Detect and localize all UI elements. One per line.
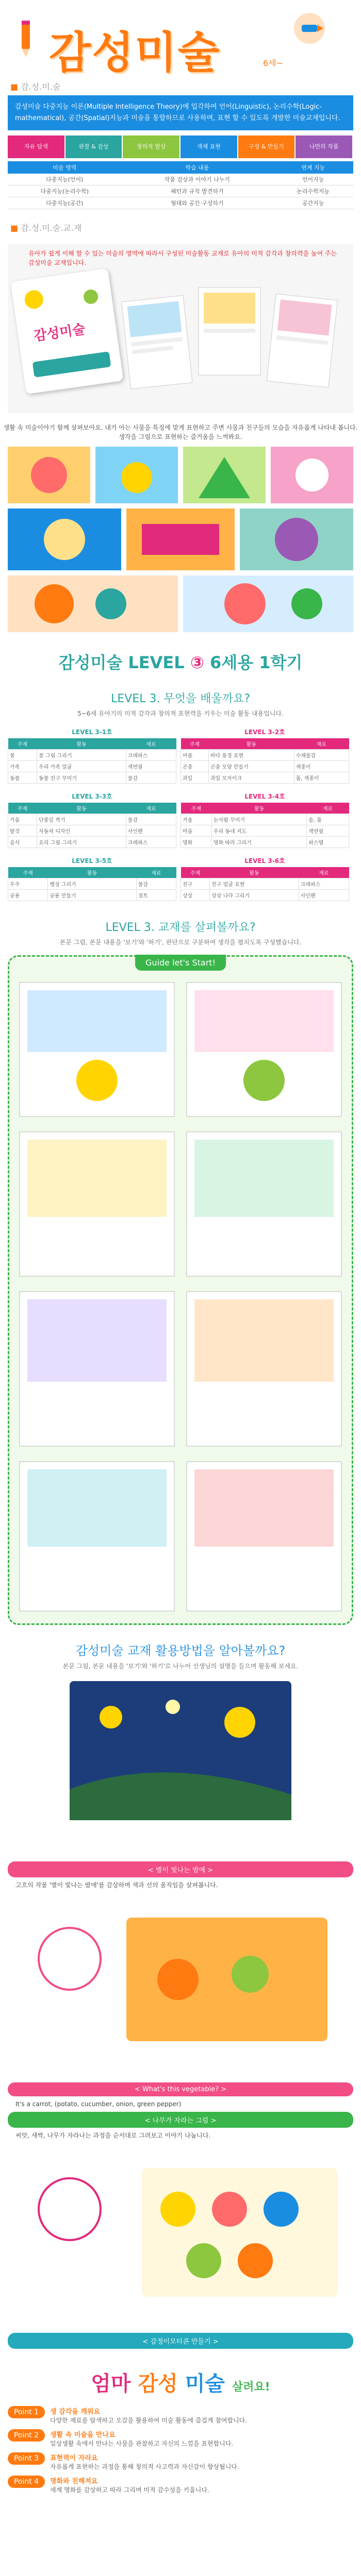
points-banner — [0, 2352, 361, 2402]
table-row — [181, 772, 349, 784]
point-body — [50, 2429, 233, 2448]
point-desc: 다양한 재료를 탐색하고 오감을 활용하여 미술 활동에 즐겁게 참여합니다. — [50, 2417, 248, 2424]
point-tag: Point 1 — [8, 2406, 45, 2418]
point-title: 생활 속 미술을 만나요 — [50, 2431, 116, 2439]
table-cell: 마을 — [181, 825, 212, 837]
guide-pages — [9, 957, 352, 1623]
table-cell: 우리 동네 지도 — [211, 825, 306, 837]
table-cell: 자동차 디자인 — [37, 825, 126, 837]
point-row — [8, 2476, 353, 2495]
table-cell: 색종이 — [294, 761, 349, 772]
section2-label — [0, 218, 361, 236]
flow-bar — [8, 135, 353, 158]
point-row — [8, 2452, 353, 2471]
curriculum-table — [180, 854, 349, 901]
table-header: 활동 — [211, 803, 306, 814]
curriculum-table — [180, 725, 349, 784]
example-text-2: It's a carrot, (potato, cucumber, onion, green pepper) — [15, 2100, 182, 2108]
table-cell: 사인펜 — [299, 890, 349, 901]
table-row — [8, 837, 176, 848]
crayon-icon — [291, 10, 327, 46]
table-header: 재료 — [307, 803, 349, 814]
table-cell: 물감 — [126, 772, 176, 784]
level-number: ③ — [190, 653, 204, 672]
curriculum-caption: LEVEL 3-1호 — [72, 728, 112, 736]
table-cell: 꽃 그림 그리기 — [37, 750, 126, 761]
table-cell: 동물 친구 꾸미기 — [37, 772, 126, 784]
what-desc: 5~6세 유아기의 미적 감각과 창의적 표현력을 키우는 미술 활동 내용입니다. — [77, 710, 284, 717]
table-header: 재료 — [136, 867, 176, 878]
what-title: LEVEL 3. 무엇을 배울까요? — [111, 692, 250, 705]
table-cell: 수채물감 — [294, 750, 349, 761]
table-row — [181, 814, 349, 825]
table-cell: 가족 — [8, 761, 37, 772]
table-header: 연계 지능 — [273, 161, 353, 174]
logo-subtitle: 6세~ — [263, 58, 284, 68]
table-cell: 다중지능(공간) — [8, 197, 121, 209]
gallery-text: 생활 속 미술이야기 함께 살펴보아요. 내가 아는 사물을 특징에 맞게 표현하고 주변 사물과 친구들의 모습을 자유롭게 나타내 봅니다. 생각을 그림으로 표현하는 즐거움을 느껴봐요. — [3, 424, 358, 440]
table-cell: 공룡 — [8, 890, 48, 901]
table-row — [8, 890, 176, 901]
guide-head: Guide let's Start! — [135, 955, 226, 971]
caption-starry-night: < 별이 빛나는 밤에 > — [8, 1861, 353, 1877]
table-cell: 가을 — [8, 814, 37, 825]
table-cell: 바다 풍경 표현 — [208, 750, 294, 761]
vegetable-panel — [8, 1897, 353, 2072]
caption-vegetable: < What's this vegetable? > — [8, 2082, 353, 2096]
example-text-1: 고흐의 작품 '별이 빛나는 밤에'를 감상하며 색과 선의 움직임을 살펴봅니다. — [15, 1882, 218, 1889]
section1-label-text: 감.성.미.술 — [21, 82, 61, 92]
use-title: 감성미술 교재 활용방법을 알아볼까요? — [75, 1643, 286, 1658]
book-cover — [11, 268, 124, 394]
feature-area — [8, 244, 353, 414]
banner-line2: 감성 — [138, 2372, 178, 2396]
curriculum-table — [8, 725, 176, 784]
guide-desc: 본문 그림, 본문 내용을 '보기'와 '하기', 판단으로 구분하여 생각을 펼치도록 구성했습니다. — [59, 939, 302, 946]
table-cell: 친구 — [181, 878, 210, 890]
table-cell: 우리 가족 얼굴 — [37, 761, 126, 772]
point-tag: Point 2 — [8, 2429, 45, 2442]
table-cell: 과일 모자이크 — [208, 772, 294, 784]
table-header: 주제 — [8, 738, 37, 750]
table-cell: 과일 — [181, 772, 209, 784]
table-header: 활동 — [210, 867, 299, 878]
table-cell: 곤충 — [181, 761, 209, 772]
curriculum-table — [180, 790, 349, 848]
table-header: 활동 — [48, 867, 137, 878]
point-row — [8, 2429, 353, 2448]
flow-step: 나만의 작품 — [296, 135, 352, 158]
table-cell: 물감 — [136, 878, 176, 890]
point-title: 생 감각을 깨워요 — [50, 2408, 100, 2416]
point-tag: Point 4 — [8, 2476, 45, 2488]
table-header: 주제 — [181, 803, 212, 814]
curriculum-caption: LEVEL 3-4호 — [244, 793, 285, 800]
logo-title: 감성미술 — [49, 27, 221, 78]
table-header: 재료 — [294, 738, 349, 750]
table-cell: 다중지능(언어) — [8, 174, 121, 185]
bullet-icon: ■ — [10, 223, 21, 233]
point-title: 표현력이 자라요 — [50, 2454, 98, 2462]
table-cell: 형태와 공간 구성하기 — [121, 197, 273, 209]
table-cell: 동물 — [8, 772, 37, 784]
use-desc: 본문 그림, 본문 내용을 '보기'와 '하기'로 나누어 선생님의 설명을 들으며 활동해 보세요. — [62, 1663, 299, 1670]
table-row — [8, 174, 353, 185]
feature-text: 유아가 쉽게 이해 할 수 있는 미술의 영역에 따라서 구성된 미술활동 교재로 유아의 미적 감각과 창의력을 높여 주는 감성미술 교재입니다. — [28, 250, 337, 266]
example-text-3: 씨앗, 새싹, 나무가 자라나는 과정을 순서대로 그려보고 이야기 나눕니다. — [15, 2132, 211, 2139]
banner-line1: 엄마 — [91, 2372, 131, 2396]
table-row — [8, 185, 353, 197]
table-cell: 행성 그리기 — [48, 878, 137, 890]
table-row — [8, 878, 176, 890]
table-cell: 곤충 모양 만들기 — [208, 761, 294, 772]
flow-step: 창의적 발상 — [123, 135, 179, 158]
banner-tail: 살려요! — [232, 2381, 270, 2394]
intro-box: 감성미술 다중지능 이론(Multiple Intelligence Theory)에 입각하여 언어(Linguistic), 논리수학(Logic-mathematical), 공간(Spatial)지능과 미술을 통합하므로 사용하며, 표현 할 수 있도록 개발한 미술교재입니다. — [8, 95, 353, 130]
curriculum-caption: LEVEL 3-6호 — [244, 857, 285, 865]
intelligence-table — [8, 161, 353, 209]
table-header: 활동 — [208, 738, 294, 750]
table-header: 주제 — [181, 867, 210, 878]
table-cell: 솜, 풀 — [307, 814, 349, 825]
table-cell: 사인펜 — [126, 825, 176, 837]
caption-tree: < 나무가 자라는 그림 > — [8, 2112, 353, 2128]
starry-night-panel — [8, 1676, 353, 1851]
table-row — [8, 814, 176, 825]
level-word: LEVEL — [128, 653, 185, 672]
flow-step: 관찰 & 감상 — [65, 135, 122, 158]
header — [0, 0, 361, 77]
table-cell: 단풍잎 찍기 — [37, 814, 126, 825]
table-header: 재료 — [126, 738, 176, 750]
table-cell: 탈것 — [8, 825, 37, 837]
table-row — [8, 761, 176, 772]
curriculum-table — [8, 854, 176, 901]
table-cell: 공룡 만들기 — [48, 890, 137, 901]
table-header: 주제 — [8, 803, 37, 814]
point-body — [50, 2406, 247, 2425]
point-desc: 일상생활 속에서 만나는 사물을 관찰하고 자신의 느낌을 표현합니다. — [50, 2440, 234, 2447]
workbook-pages — [121, 280, 353, 403]
flow-step: 구성 & 만들기 — [238, 135, 295, 158]
emoticon-panel — [8, 2147, 353, 2323]
table-row — [181, 878, 349, 890]
guide-title: LEVEL 3. 교재를 살펴볼까요? — [105, 921, 256, 934]
table-header: 활동 — [37, 803, 126, 814]
table-cell: 파스텔 — [307, 837, 349, 848]
level-prefix: 감성미술 — [58, 653, 123, 672]
point-desc: 세계 명화를 감상하고 따라 그리며 미적 감수성을 키웁니다. — [50, 2486, 209, 2494]
table-row — [8, 750, 176, 761]
pencil-icon — [10, 18, 41, 59]
table-cell: 상상 — [181, 890, 210, 901]
flow-step: 자유 탐색 — [8, 135, 64, 158]
curriculum-caption: LEVEL 3-2호 — [244, 728, 285, 736]
table-cell: 패턴과 규칙 발견하기 — [121, 185, 273, 197]
caption-emoticon: < 감정이모티콘 만들기 > — [8, 2333, 353, 2349]
section2-label-text: 감.성.미.술.교.재 — [21, 223, 82, 233]
level-heading — [0, 634, 361, 679]
points-list — [0, 2406, 361, 2495]
table-cell: 풀, 색종이 — [294, 772, 349, 784]
table-row — [181, 837, 349, 848]
table-cell: 겨울 — [181, 814, 212, 825]
table-header: 재료 — [126, 803, 176, 814]
point-row — [8, 2406, 353, 2425]
table-cell: 눈사람 꾸미기 — [211, 814, 306, 825]
curriculum-caption: LEVEL 3-5호 — [72, 857, 112, 865]
guide-box — [8, 955, 353, 1625]
table-cell: 크레파스 — [126, 750, 176, 761]
table-cell: 봄 — [8, 750, 37, 761]
table-cell: 크레파스 — [299, 878, 349, 890]
curriculum-caption: LEVEL 3-3호 — [72, 793, 112, 800]
table-row — [8, 825, 176, 837]
table-cell: 논리수학지능 — [273, 185, 353, 197]
banner-line3: 미술 — [185, 2372, 225, 2396]
table-row — [8, 772, 176, 784]
table-cell: 점토 — [136, 890, 176, 901]
table-cell: 명화 따라 그리기 — [211, 837, 306, 848]
table-cell: 언어지능 — [273, 174, 353, 185]
table-cell: 공간지능 — [273, 197, 353, 209]
book-title: 감성미술 — [32, 321, 87, 344]
table-cell: 물감 — [126, 814, 176, 825]
level-suffix: 6세용 1학기 — [210, 653, 303, 672]
table-cell: 크레파스 — [126, 837, 176, 848]
point-title: 명화와 친해져요 — [50, 2478, 98, 2485]
point-body — [50, 2476, 209, 2495]
curriculum-table — [8, 790, 176, 848]
table-row — [181, 761, 349, 772]
point-body — [50, 2452, 239, 2471]
table-header: 주제 — [8, 867, 48, 878]
table-cell: 요리 그림 그리기 — [37, 837, 126, 848]
table-cell: 색연필 — [126, 761, 176, 772]
point-tag: Point 3 — [8, 2452, 45, 2465]
bullet-icon: ■ — [10, 82, 21, 92]
table-row — [8, 197, 353, 209]
table-row — [181, 750, 349, 761]
table-cell: 색연필 — [307, 825, 349, 837]
point-desc: 자유롭게 표현하는 과정을 통해 창의적 사고력과 자신감이 향상됩니다. — [50, 2463, 239, 2470]
table-row — [181, 825, 349, 837]
table-cell: 작품 감상과 이야기 나누기 — [121, 174, 273, 185]
table-cell: 여름 — [181, 750, 209, 761]
table-cell: 친구 얼굴 표현 — [210, 878, 299, 890]
table-cell: 우주 — [8, 878, 48, 890]
table-header: 미술 영역 — [8, 161, 121, 174]
table-header: 활동 — [37, 738, 126, 750]
table-header: 주제 — [181, 738, 209, 750]
table-cell: 다중지능(논리수학) — [8, 185, 121, 197]
table-header: 재료 — [299, 867, 349, 878]
table-cell: 명화 — [181, 837, 212, 848]
flow-step: 색채 표현 — [180, 135, 237, 158]
table-cell: 음식 — [8, 837, 37, 848]
table-cell: 상상 나라 그리기 — [210, 890, 299, 901]
children-art-gallery — [8, 447, 353, 632]
curriculum-tables — [8, 725, 353, 907]
table-row — [181, 890, 349, 901]
table-header: 학습 내용 — [121, 161, 273, 174]
